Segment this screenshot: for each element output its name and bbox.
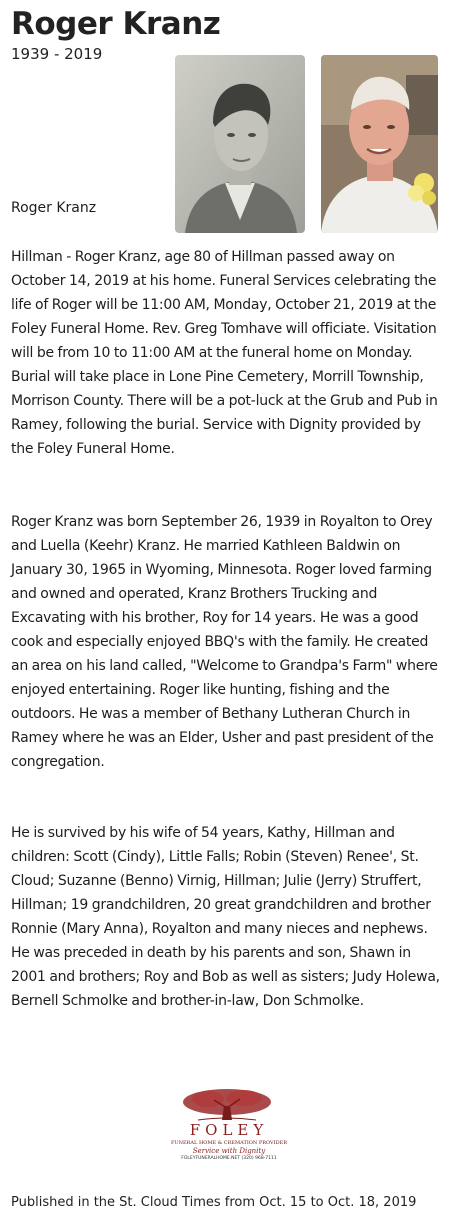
- life-dates: 1939 - 2019: [11, 45, 103, 63]
- funeral-home-logo[interactable]: [158, 1086, 300, 1166]
- published-note: Published in the St. Cloud Times from Oct. 15 to Oct. 18, 2019: [11, 1195, 417, 1210]
- portrait-photo-older[interactable]: [321, 55, 438, 233]
- portrait-young-image: [175, 55, 305, 233]
- portrait-photo-young[interactable]: [175, 55, 305, 233]
- obituary-paragraph-life: Roger Kranz was born September 26, 1939 in Royalton to Orey and Luella (Keehr) Kranz. He married Kathleen Baldwin on January 30, 1965 in Wyoming, Minnesota. Roger loved farming and owned and operated, Kranz Brothers Trucking and Excavating with his brother, Roy for 14 years. He was a good cook and especially enjoyed BBQ's with the family. He created an area on his land called, "Welcome to Grandpa's Farm" where enjoyed entertaining. Roger like hunting, fishing and the outdoors. He was a member of Bethany Lutheran Church in Ramey where he was an Elder, Usher and past president of the congregation.: [11, 514, 438, 770]
- logo-name: FOLEY: [189, 1121, 269, 1139]
- logo-subtitle: FUNERAL HOME & CREMATION PROVIDER: [170, 1140, 288, 1146]
- logo-contact: FOLEYFUNERALHOME.NET (320) 968-7111: [181, 1156, 277, 1161]
- obituary-paragraph-services: Hillman - Roger Kranz, age 80 of Hillman passed away on October 14, 2019 at his home. Funeral Services celebrating the life of Roger will be 11:00 AM, Monday, October 21, 2019 at the Foley Funeral Home. Rev. Greg Tomhave will officiate. Visitation will be from 10 to 11:00 AM at the funeral home on Monday. Burial will take place in Lone Pine Cemetery, Morrill Township, Morrison County. There will be a pot-luck at the Grub and Pub in Ramey, following the burial. Service with Dignity provided by the Foley Funeral Home.: [11, 249, 438, 457]
- obituary-lead: Roger Kranz: [11, 200, 97, 216]
- deceased-name: Roger Kranz: [11, 6, 221, 42]
- tree-icon: [178, 1086, 276, 1124]
- logo-tagline: Service with Dignity: [192, 1147, 266, 1155]
- portrait-older-image: [321, 55, 438, 233]
- obituary-paragraph-survivors: He is survived by his wife of 54 years, Kathy, Hillman and children: Scott (Cindy), Little Falls; Robin (Steven) Renee', St. Cloud; Suzanne (Benno) Virnig, Hillman; Julie (Jerry) Struffert, Hillman; 19 grandchildren, 20 great grandchildren and brother Ronnie (Mary Anna), Royalton and many nieces and nephews. He was preceded in death by his parents and son, Shawn in 2001 and brothers; Roy and Bob as well as sisters; Judy Holewa, Bernell Schmolke and brother-in-law, Don Schmolke.: [11, 825, 440, 1009]
